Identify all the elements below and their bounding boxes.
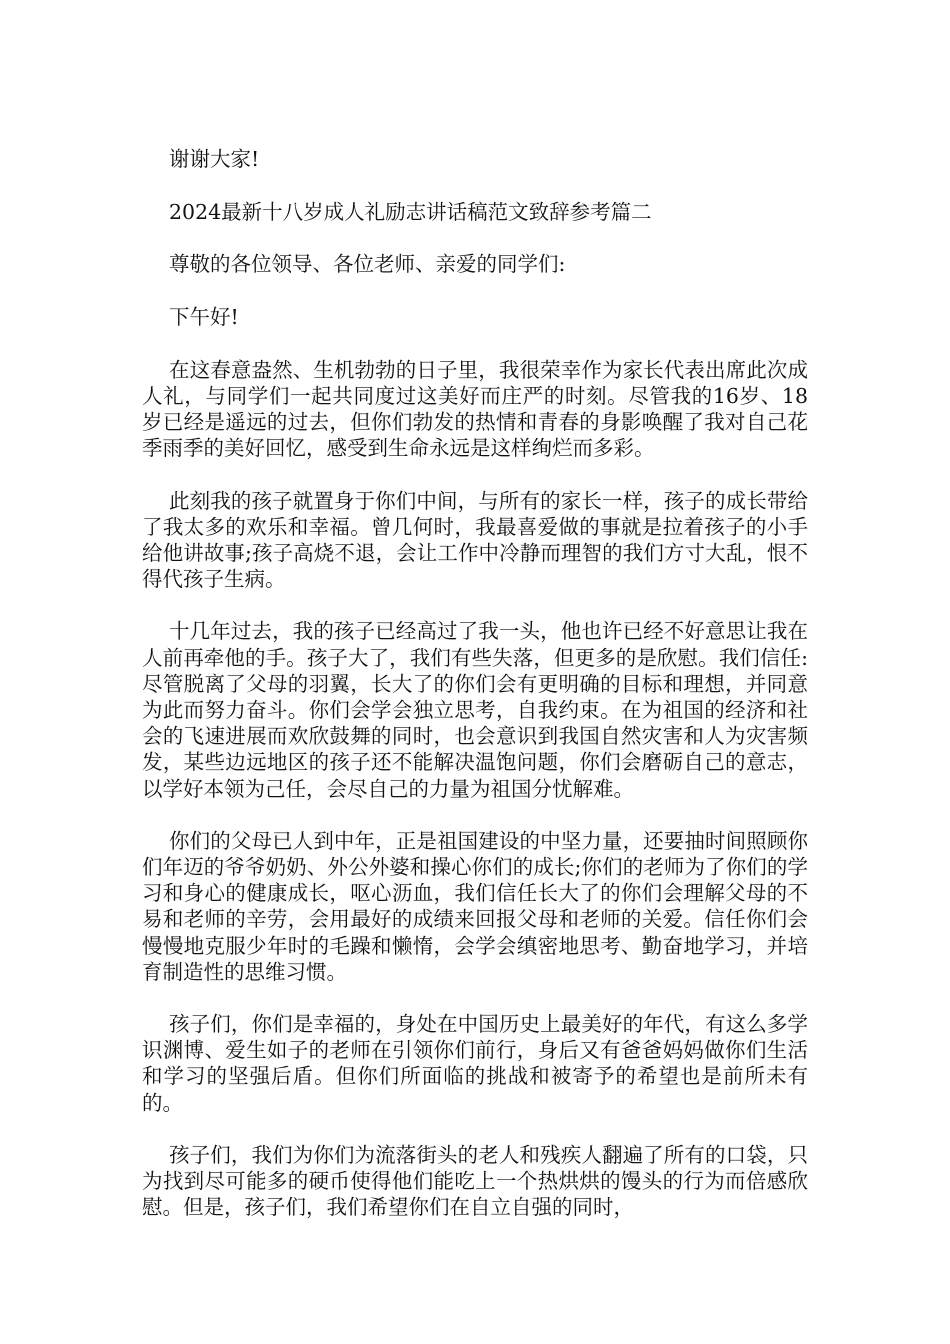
- salutation: 尊敬的各位领导、各位老师、亲爱的同学们:: [169, 252, 566, 277]
- closing-thanks: 谢谢大家!: [169, 147, 260, 171]
- section-title: 2024最新十八岁成人礼励志讲话稿范文致辞参考篇二: [169, 199, 652, 224]
- body-paragraph-3: 十几年过去，我的孩子已经高过了我一头，他也许已经不好意思让我在人前再牵他的手。孩子大了，我们有些失落，但更多的是欣慰。我们信任:尽管脱离了父母的羽翼，长大了的你们会有更明确的目标和理想，并同意为此而努力奋斗。你们会学会独立思考，自我约束。在为祖国的经济和社会的飞速进展而欢欣鼓舞的同时，也会意识到我国自然灾害和人为灾害频发，某些边远地区的孩子还不能解决温饱问题，你们会磨砺自己的意志，以学好本领为己任，会尽自己的力量为祖国分忧解难。: [142, 619, 808, 801]
- body-paragraph-4: 你们的父母已人到中年，正是祖国建设的中坚力量，还要抽时间照顾你们年迈的爷爷奶奶、外公外婆和操心你们的成长;你们的老师为了你们的学习和身心的健康成长，呕心沥血，我们信任长大了的你们会理解父母的不易和老师的辛劳，会用最好的成绩来回报父母和老师的关爱。信任你们会慢慢地克服少年时的毛躁和懒惰，会学会缜密地思考、勤奋地学习，并培育制造性的思维习惯。: [142, 828, 808, 984]
- body-paragraph-5: 孩子们，你们是幸福的，身处在中国历史上最美好的年代，有这么多学识渊博、爱生如子的老师在引领你们前行，身后又有爸爸妈妈做你们生活和学习的坚强后盾。但你们所面临的挑战和被寄予的希望也是前所未有的。: [142, 1012, 808, 1115]
- body-paragraph-6: 孩子们，我们为你们为流落街头的老人和残疾人翻遍了所有的口袋，只为找到尽可能多的硬币使得他们能吃上一个热烘烘的馒头的行为而倍感欣慰。但是，孩子们，我们希望你们在自立自强的同时，: [142, 1142, 808, 1220]
- body-paragraph-1: 在这春意盎然、生机勃勃的日子里，我很荣幸作为家长代表出席此次成人礼，与同学们一起共同度过这美好而庄严的时刻。尽管我的16岁、18岁已经是遥远的过去，但你们勃发的热情和青春的身影唤醒了我对自己花季雨季的美好回忆，感受到生命永远是这样绚烂而多彩。: [142, 357, 808, 461]
- greeting: 下午好!: [169, 305, 239, 330]
- body-paragraph-2: 此刻我的孩子就置身于你们中间，与所有的家长一样，孩子的成长带给了我太多的欢乐和幸福。曾几何时，我最喜爱做的事就是拉着孩子的小手给他讲故事;孩子高烧不退，会让工作中冷静而理智的我们方寸大乱，恨不得代孩子生病。: [142, 488, 808, 592]
- document-page: [142, 146, 808, 1247]
